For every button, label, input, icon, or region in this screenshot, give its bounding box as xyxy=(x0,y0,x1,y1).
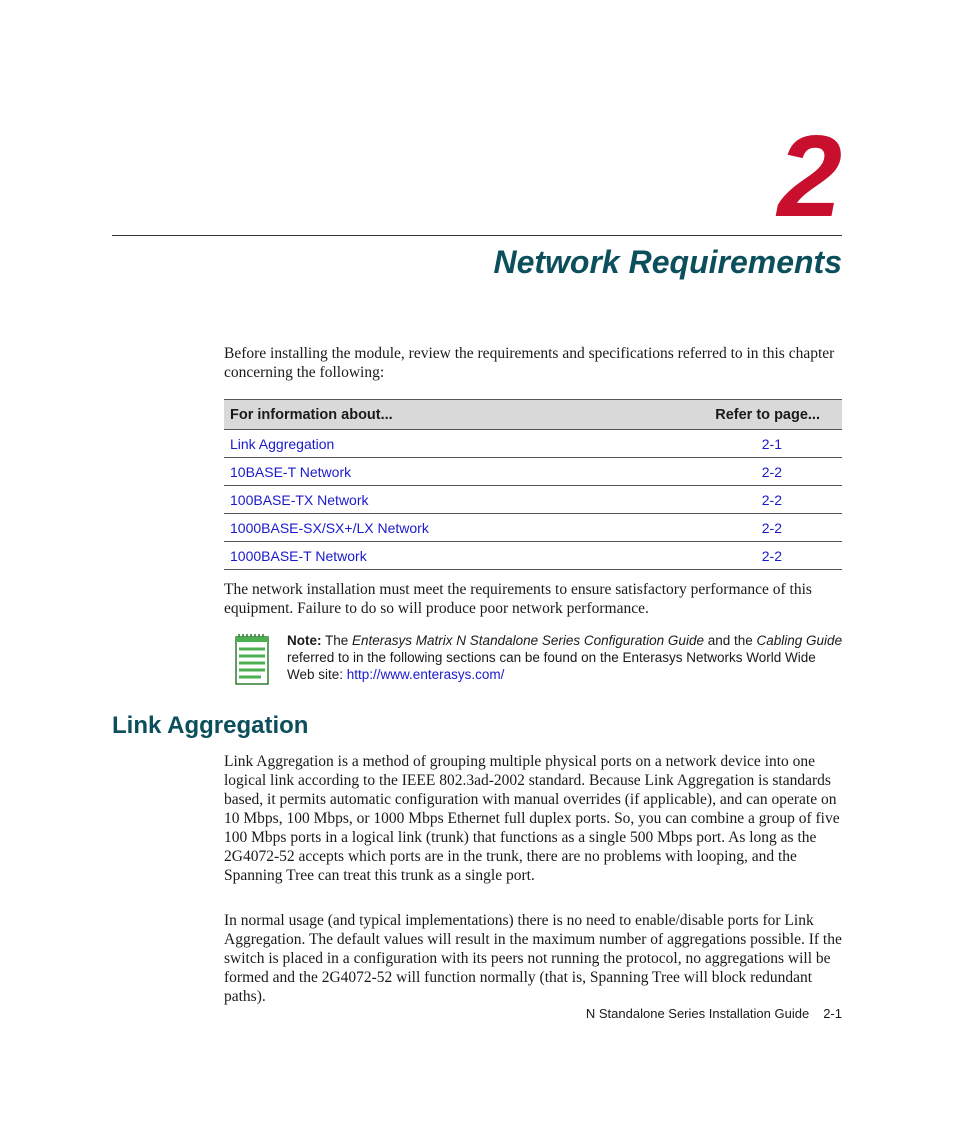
note-text-part: The xyxy=(321,633,353,648)
link-aggregation-paragraph-2: In normal usage (and typical implementations) there is no need to enable/disable ports for Link Aggregation. The default values will result in the maximum number of aggregations possible. If the switch is placed in a configuration with its peers not running the protocol, no aggregations will be formed and the 2G4072-52 will function normally (that is, Spanning Tree will block redundant paths). xyxy=(224,912,842,1005)
page-footer xyxy=(586,1006,842,1021)
topic-link[interactable]: 1000BASE-SX/SX+/LX Network xyxy=(224,514,656,542)
table-row xyxy=(224,486,842,514)
intro-paragraph: Before installing the module, review the requirements and specifications referred to in this chapter concerning the following: xyxy=(224,345,835,381)
table-row xyxy=(224,458,842,486)
note-text-part: and the xyxy=(703,633,757,648)
table-row xyxy=(224,430,842,458)
column-header-topic: For information about... xyxy=(224,400,656,430)
footer-page-number: 2-1 xyxy=(823,1006,842,1021)
note-label: Note: xyxy=(287,633,322,648)
topic-link[interactable]: 1000BASE-T Network xyxy=(224,542,656,570)
page-link[interactable]: 2-1 xyxy=(656,430,842,458)
requirements-paragraph: The network installation must meet the requirements to ensure satisfactory performance of this equipment. Failure to do so will produce poor network performance. xyxy=(224,581,812,617)
topic-link[interactable]: 100BASE-TX Network xyxy=(224,486,656,514)
chapter-title: Network Requirements xyxy=(493,244,842,280)
cabling-guide-title: Cabling Guide xyxy=(756,633,843,648)
section-heading: Link Aggregation xyxy=(112,712,309,739)
notepad-icon xyxy=(235,633,269,685)
chapter-number: 2 xyxy=(777,111,842,241)
link-aggregation-paragraph-1: Link Aggregation is a method of grouping multiple physical ports on a network device into one logical link according to the IEEE 802.3ad-2002 standard. Because Link Aggregation is standards based, it permits automatic configuration with manual overrides (if applicable), and can operate on 10 Mbps, 100 Mbps, or 1000 Mbps Ethernet full duplex ports. So, you can combine a group of five 100 Mbps ports in a logical link (trunk) that functions as a single 500 Mbps port. As long as the 2G4072-52 accepts which ports are in the trunk, there are no problems with looping, and the Spanning Tree can treat this trunk as a single port. xyxy=(224,753,840,884)
table-row xyxy=(224,514,842,542)
config-guide-title: Enterasys Matrix N Standalone Series Configuration Guide xyxy=(352,633,704,648)
note-text xyxy=(287,632,847,683)
topic-link[interactable]: 10BASE-T Network xyxy=(224,458,656,486)
reference-table xyxy=(224,399,842,570)
note-text-part: referred to in the following sections can be found on the Enterasys Networks World Wide Web site: xyxy=(287,650,816,682)
topic-link[interactable]: Link Aggregation xyxy=(224,430,656,458)
chapter-rule xyxy=(112,235,842,236)
page-link[interactable]: 2-2 xyxy=(656,514,842,542)
page-link[interactable]: 2-2 xyxy=(656,542,842,570)
page-link[interactable]: 2-2 xyxy=(656,486,842,514)
table-row xyxy=(224,542,842,570)
table-header-row xyxy=(224,400,842,430)
page-link[interactable]: 2-2 xyxy=(656,458,842,486)
footer-guide-title: N Standalone Series Installation Guide xyxy=(585,1006,810,1021)
column-header-page: Refer to page... xyxy=(656,400,842,430)
website-link[interactable]: http://www.enterasys.com/ xyxy=(346,667,505,682)
